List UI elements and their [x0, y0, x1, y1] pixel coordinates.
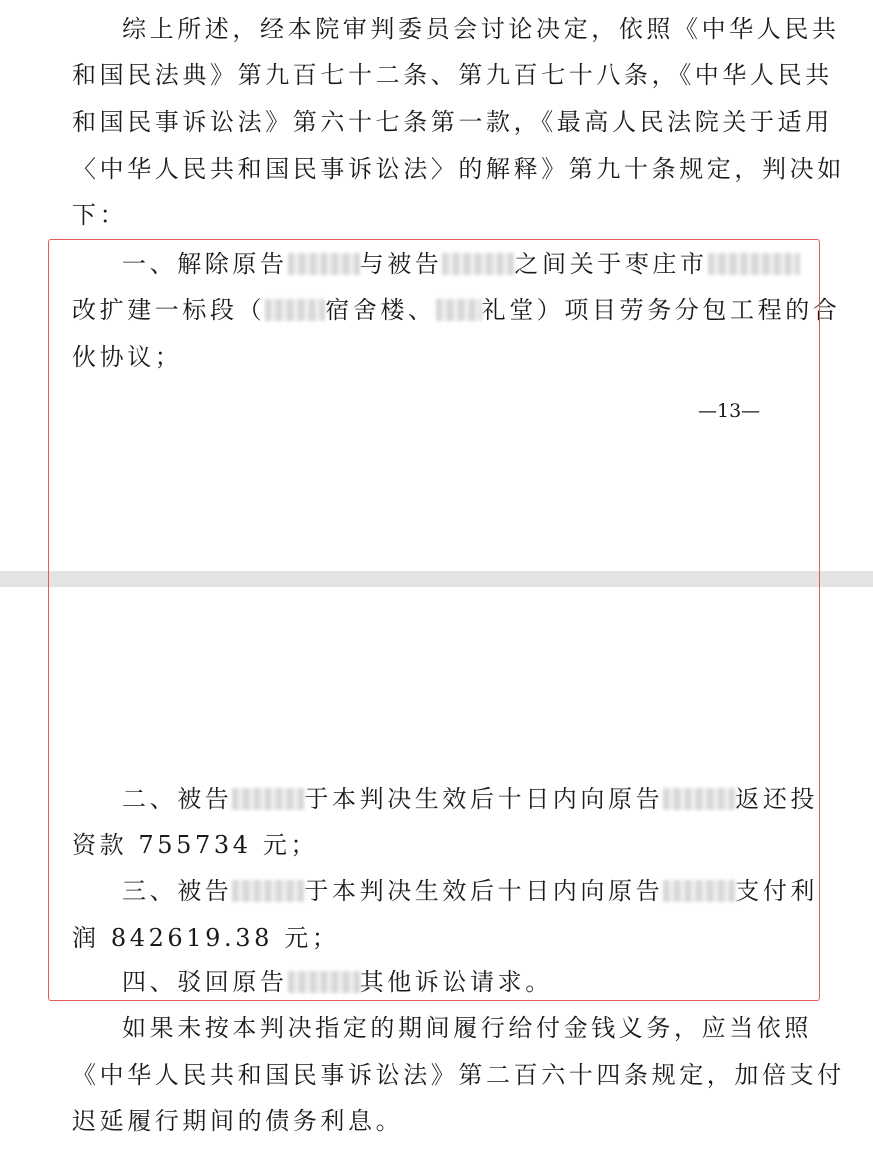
judgment-text: 宿舍楼、 — [325, 296, 436, 324]
closing-line: 迟延履行期间的债务利息。 — [72, 1107, 404, 1135]
judgment-text: 礼堂）项目劳务分包工程的合 — [481, 296, 841, 324]
judgment-item-1-cont — [72, 295, 841, 325]
judgment-item-1-cont: 伙协议； — [72, 343, 183, 371]
redacted-name — [663, 788, 735, 810]
redacted-name — [288, 253, 360, 275]
judgment-text: 于本判决生效后十日内向原告 — [304, 785, 664, 813]
judgment-item-3 — [122, 876, 819, 906]
conclusion-line: 和国民法典》第九百七十二条、第九百七十八条，《中华人民共 — [72, 61, 833, 89]
judgment-item-2 — [122, 784, 819, 814]
conclusion-line: 和国民事诉讼法》第六十七条第一款，《最高人民法院关于适用 — [72, 108, 833, 136]
closing-line: 《中华人民共和国民事诉讼法》第二百六十四条规定，加倍支付 — [72, 1061, 845, 1089]
redacted-name — [265, 299, 325, 321]
page-number: —13— — [698, 400, 761, 422]
judgment-text: 返还投 — [735, 785, 819, 813]
redacted-name — [232, 880, 304, 902]
redacted-name — [708, 253, 800, 275]
judgment-item-4 — [122, 967, 800, 997]
judgment-item-3-cont: 润 842619.38 元； — [72, 924, 340, 952]
judgment-text: 之间关于枣庄市 — [514, 250, 708, 278]
judgment-text: 其他诉讼请求。 — [359, 968, 553, 996]
judgment-text: 改扩建一标段（ — [72, 296, 266, 324]
judgment-text: 支付利 — [735, 877, 819, 905]
redacted-name — [663, 880, 735, 902]
redacted-name — [232, 788, 304, 810]
redacted-name — [288, 971, 360, 993]
judgment-text: 于本判决生效后十日内向原告 — [304, 877, 664, 905]
judgment-text: 与被告 — [359, 250, 443, 278]
judgment-text: 三、被告 — [122, 877, 233, 905]
conclusion-line: 综上所述，经本院审判委员会讨论决定，依照《中华人民共 — [122, 15, 840, 43]
closing-line: 如果未按本判决指定的期间履行给付金钱义务，应当依照 — [122, 1014, 812, 1042]
conclusion-line: 下： — [72, 201, 128, 229]
redacted-name — [436, 299, 482, 321]
judgment-text: 一、解除原告 — [122, 250, 288, 278]
conclusion-line: 〈中华人民共和国民事诉讼法〉的解释》第九十条规定，判决如 — [72, 155, 845, 183]
judgment-item-1 — [122, 249, 800, 279]
judgment-text: 二、被告 — [122, 785, 233, 813]
judgment-item-2-cont: 资款 755734 元； — [72, 831, 319, 859]
redacted-name — [442, 253, 514, 275]
page-break-divider — [0, 571, 873, 587]
judgment-text: 四、驳回原告 — [122, 968, 288, 996]
